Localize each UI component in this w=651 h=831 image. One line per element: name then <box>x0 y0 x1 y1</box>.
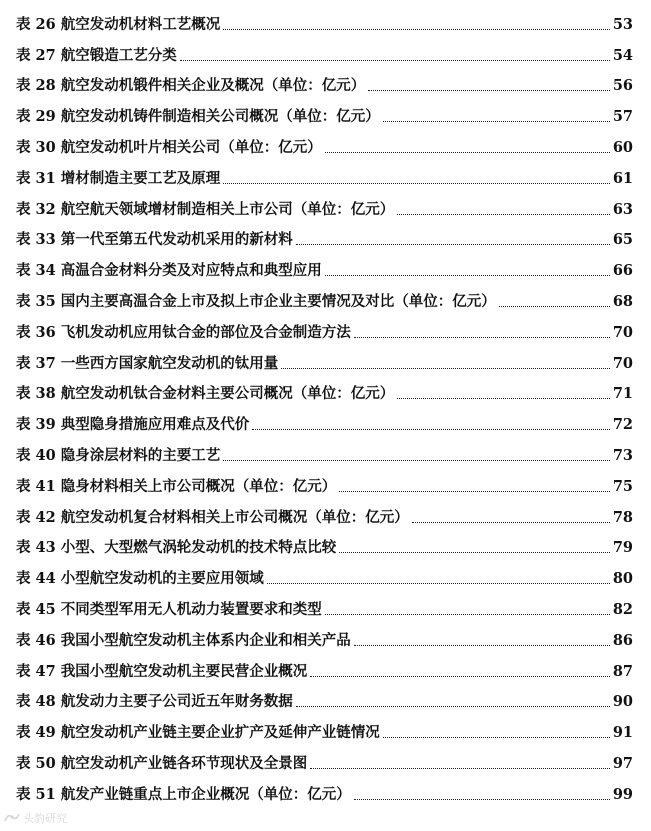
dot-leader <box>296 244 610 245</box>
toc-page-number: 99 <box>612 785 633 803</box>
dot-leader <box>354 337 610 338</box>
toc-entry[interactable] <box>16 681 633 712</box>
toc-entry-title: 表 36 飞机发动机应用钛合金的部位及合金制造方法 <box>16 323 351 341</box>
toc-entry[interactable] <box>16 588 633 619</box>
dot-leader <box>368 90 610 91</box>
dot-leader <box>383 737 610 738</box>
toc-page-number: 63 <box>612 200 633 218</box>
dot-leader <box>397 214 610 215</box>
toc-entry[interactable] <box>16 434 633 465</box>
watermark-text: 头豹研究 <box>23 812 67 825</box>
toc-page-number: 87 <box>612 662 633 680</box>
toc-entry-title: 表 29 航空发动机铸件制造相关公司概况（单位：亿元） <box>16 108 380 126</box>
toc-entry-title: 表 46 我国小型航空发动机主体系内企业和相关产品 <box>16 631 351 649</box>
toc-entry[interactable] <box>16 280 633 311</box>
toc-entry[interactable] <box>16 3 633 34</box>
toc-entry-title: 表 39 典型隐身措施应用难点及代价 <box>16 416 250 434</box>
toc-page-number: 86 <box>612 631 633 649</box>
toc-entry[interactable] <box>16 711 633 742</box>
toc-entry[interactable] <box>16 373 633 404</box>
toc-entry-title: 表 42 航空发动机复合材料相关上市公司概况（单位：亿元） <box>16 508 409 526</box>
dot-leader <box>296 706 610 707</box>
dot-leader <box>412 522 610 523</box>
toc-page-number: 68 <box>612 292 633 310</box>
toc-entry-title: 表 38 航空发动机钛合金材料主要公司概况（单位：亿元） <box>16 385 395 403</box>
dot-leader <box>252 429 610 430</box>
toc-entry[interactable] <box>16 342 633 373</box>
dot-leader <box>267 583 610 584</box>
toc-entry-title: 表 48 航发动力主要子公司近五年财务数据 <box>16 693 293 711</box>
toc-entry-title: 表 45 不同类型军用无人机动力装置要求和类型 <box>16 600 322 618</box>
toc-entry[interactable] <box>16 95 633 126</box>
dot-leader <box>223 460 610 461</box>
toc-page-number: 70 <box>612 354 633 372</box>
dot-leader <box>223 29 610 30</box>
toc-page-number: 71 <box>612 385 633 403</box>
toc-page-number: 73 <box>612 446 633 464</box>
toc-entry-title: 表 40 隐身涂层材料的主要工艺 <box>16 446 221 464</box>
dot-leader <box>397 398 610 399</box>
brand-logo-icon <box>4 811 20 825</box>
toc-entry[interactable] <box>16 465 633 496</box>
toc-entry-title: 表 28 航空发动机锻件相关企业及概况（单位：亿元） <box>16 77 366 95</box>
toc-entry[interactable] <box>16 249 633 280</box>
dot-leader <box>325 275 610 276</box>
toc-entry[interactable] <box>16 188 633 219</box>
dot-leader <box>325 614 610 615</box>
dot-leader <box>281 368 610 369</box>
toc-entry-title: 表 41 隐身材料相关上市公司概况（单位：亿元） <box>16 477 337 495</box>
toc-entry[interactable] <box>16 742 633 773</box>
toc-page-number: 57 <box>612 108 633 126</box>
toc-entry-title: 表 31 增材制造主要工艺及原理 <box>16 169 221 187</box>
toc-page-number: 60 <box>612 138 633 156</box>
dot-leader <box>223 183 610 184</box>
toc-entry[interactable] <box>16 619 633 650</box>
toc-entry[interactable] <box>16 527 633 558</box>
toc-entry-title: 表 27 航空锻造工艺分类 <box>16 46 177 64</box>
toc-entry[interactable] <box>16 126 633 157</box>
dot-leader <box>383 121 610 122</box>
toc-entry[interactable] <box>16 403 633 434</box>
toc-entry-title: 表 30 航空发动机叶片相关公司（单位：亿元） <box>16 138 322 156</box>
toc-entry-title: 表 26 航空发动机材料工艺概况 <box>16 15 221 33</box>
dot-leader <box>180 60 610 61</box>
toc-page-number: 78 <box>612 508 633 526</box>
toc-page-number: 75 <box>612 477 633 495</box>
toc-page-number: 82 <box>612 600 633 618</box>
toc-page-number: 97 <box>612 754 633 772</box>
table-of-contents <box>16 3 633 804</box>
toc-page-number: 54 <box>612 46 633 64</box>
toc-entry[interactable] <box>16 557 633 588</box>
toc-page-number: 53 <box>612 15 633 33</box>
toc-entry[interactable] <box>16 34 633 65</box>
toc-page-number: 91 <box>612 724 633 742</box>
toc-page-number: 70 <box>612 323 633 341</box>
toc-entry-title: 表 50 航空发动机产业链各环节现状及全景图 <box>16 754 308 772</box>
toc-entry-title: 表 43 小型、大型燃气涡轮发动机的技术特点比较 <box>16 539 337 557</box>
dot-leader <box>499 306 610 307</box>
toc-entry[interactable] <box>16 496 633 527</box>
toc-entry-title: 表 37 一些西方国家航空发动机的钛用量 <box>16 354 279 372</box>
toc-entry-title: 表 34 高温合金材料分类及对应特点和典型应用 <box>16 262 322 280</box>
dot-leader <box>310 768 610 769</box>
toc-entry[interactable] <box>16 773 633 804</box>
toc-page-number: 72 <box>612 416 633 434</box>
dot-leader <box>339 552 610 553</box>
toc-entry-title: 表 44 小型航空发动机的主要应用领域 <box>16 570 264 588</box>
toc-entry[interactable] <box>16 65 633 96</box>
toc-page-number: 56 <box>612 77 633 95</box>
toc-entry-title: 表 33 第一代至第五代发动机采用的新材料 <box>16 231 293 249</box>
toc-entry-title: 表 47 我国小型航空发动机主要民营企业概况 <box>16 662 308 680</box>
watermark <box>4 810 67 826</box>
toc-entry-title: 表 35 国内主要高温合金上市及拟上市企业主要情况及对比（单位：亿元） <box>16 292 496 310</box>
toc-page-number: 80 <box>612 570 633 588</box>
dot-leader <box>354 645 610 646</box>
toc-entry-title: 表 49 航空发动机产业链主要企业扩产及延伸产业链情况 <box>16 724 380 742</box>
toc-page-number: 66 <box>612 262 633 280</box>
dot-leader <box>354 799 610 800</box>
toc-entry-title: 表 51 航发产业链重点上市企业概况（单位：亿元） <box>16 785 351 803</box>
toc-entry[interactable] <box>16 311 633 342</box>
dot-leader <box>339 491 610 492</box>
toc-entry-title: 表 32 航空航天领域增材制造相关上市公司（单位：亿元） <box>16 200 395 218</box>
toc-page-number: 61 <box>612 169 633 187</box>
toc-page-number: 65 <box>612 231 633 249</box>
toc-page-number: 90 <box>612 693 633 711</box>
dot-leader <box>310 676 610 677</box>
toc-entry[interactable] <box>16 219 633 250</box>
dot-leader <box>325 152 610 153</box>
toc-page-number: 79 <box>612 539 633 557</box>
toc-entry[interactable] <box>16 650 633 681</box>
toc-entry[interactable] <box>16 157 633 188</box>
